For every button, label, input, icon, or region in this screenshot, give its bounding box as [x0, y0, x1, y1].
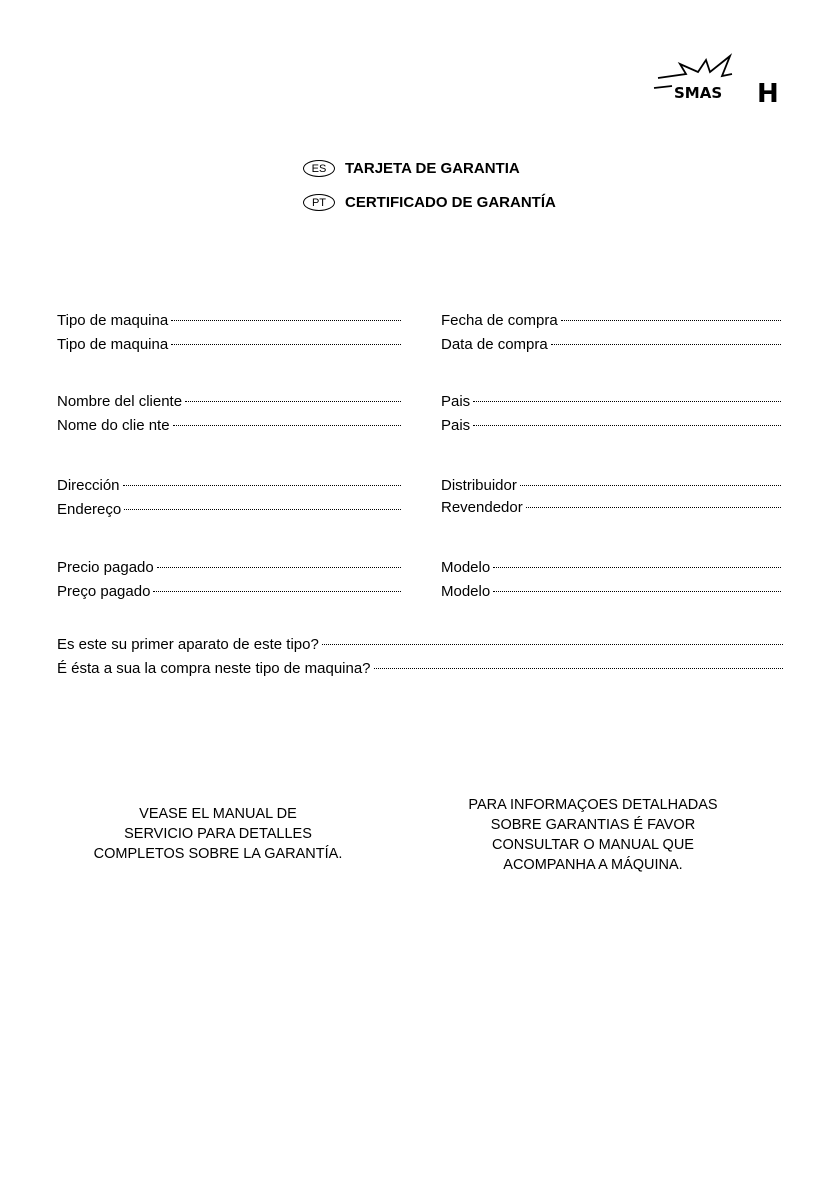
- fill-line[interactable]: [561, 320, 781, 321]
- language-badge-pt: PT: [303, 194, 335, 211]
- field-price-paid-pt[interactable]: [57, 582, 401, 602]
- note-line: SERVICIO PARA DETALLES: [124, 826, 312, 842]
- field-model-pt[interactable]: [441, 582, 781, 602]
- field-first-device-pt[interactable]: [57, 659, 783, 679]
- field-label: Preço pagado: [57, 583, 151, 600]
- fill-line[interactable]: [526, 507, 781, 508]
- fill-line[interactable]: [153, 591, 401, 592]
- field-distributor[interactable]: [441, 476, 781, 496]
- field-label: Distribuidor: [441, 477, 517, 494]
- field-first-device-es[interactable]: [57, 635, 783, 655]
- note-line: CONSULTAR O MANUAL QUE: [492, 837, 694, 853]
- field-label: Dirección: [57, 477, 120, 494]
- fill-line[interactable]: [171, 320, 401, 321]
- field-label: Endereço: [57, 501, 122, 518]
- smash-logo: [650, 52, 790, 104]
- fill-line[interactable]: [171, 344, 401, 345]
- fill-line[interactable]: [124, 509, 401, 510]
- field-label: Nombre del cliente: [57, 393, 183, 410]
- fill-line[interactable]: [374, 668, 783, 669]
- field-label: Pais: [441, 393, 471, 410]
- note-line: VEASE EL MANUAL DE: [139, 806, 297, 822]
- fill-line[interactable]: [173, 425, 401, 426]
- field-reseller[interactable]: [441, 498, 781, 518]
- field-machine-type-es[interactable]: [57, 311, 401, 331]
- fill-line[interactable]: [473, 401, 781, 402]
- field-purchase-date-pt[interactable]: [441, 335, 781, 355]
- field-country-pt[interactable]: [441, 416, 781, 436]
- field-address-pt[interactable]: [57, 500, 401, 520]
- field-label: Tipo de maquina: [57, 336, 169, 353]
- note-line: ACOMPANHA A MÁQUINA.: [503, 857, 683, 873]
- smash-logo-graphic: [650, 52, 790, 104]
- field-label: Fecha de compra: [441, 312, 558, 329]
- field-label: Modelo: [441, 583, 491, 600]
- language-badge-es: ES: [303, 160, 335, 177]
- fill-line[interactable]: [551, 344, 781, 345]
- heading-title-es: TARJETA DE GARANTIA: [345, 160, 520, 177]
- field-label: Modelo: [441, 559, 491, 576]
- warranty-note-es: [70, 804, 366, 864]
- svg-text:SMAS: SMAS: [674, 84, 723, 102]
- fill-line[interactable]: [520, 485, 781, 486]
- field-price-paid-es[interactable]: [57, 558, 401, 578]
- heading-es: [303, 160, 520, 177]
- field-label: Data de compra: [441, 336, 548, 353]
- field-label: Tipo de maquina: [57, 312, 169, 329]
- field-label: Pais: [441, 417, 471, 434]
- field-label: Nome do clie nte: [57, 417, 170, 434]
- fill-line[interactable]: [473, 425, 781, 426]
- field-label: Revendedor: [441, 499, 523, 516]
- note-line: PARA INFORMAÇOES DETALHADAS: [468, 797, 718, 813]
- warranty-note-pt: [440, 795, 746, 875]
- field-model-es[interactable]: [441, 558, 781, 578]
- note-line: SOBRE GARANTIAS É FAVOR: [490, 817, 696, 833]
- field-address-es[interactable]: [57, 476, 401, 496]
- svg-text:H: H: [757, 79, 779, 104]
- field-label: Precio pagado: [57, 559, 154, 576]
- heading-pt: [303, 194, 556, 211]
- field-country-es[interactable]: [441, 392, 781, 412]
- note-line: COMPLETOS SOBRE LA GARANTÍA.: [93, 846, 343, 862]
- fill-line[interactable]: [185, 401, 401, 402]
- fill-line[interactable]: [123, 485, 401, 486]
- fill-line[interactable]: [322, 644, 783, 645]
- field-customer-name-es[interactable]: [57, 392, 401, 412]
- field-purchase-date-es[interactable]: [441, 311, 781, 331]
- heading-title-pt: CERTIFICADO DE GARANTÍA: [345, 194, 556, 211]
- field-customer-name-pt[interactable]: [57, 416, 401, 436]
- field-label: Es este su primer aparato de este tipo?: [57, 636, 319, 653]
- fill-line[interactable]: [493, 567, 781, 568]
- field-machine-type-pt[interactable]: [57, 335, 401, 355]
- field-label: É ésta a sua la compra neste tipo de maquina?: [57, 660, 371, 677]
- fill-line[interactable]: [157, 567, 401, 568]
- fill-line[interactable]: [493, 591, 781, 592]
